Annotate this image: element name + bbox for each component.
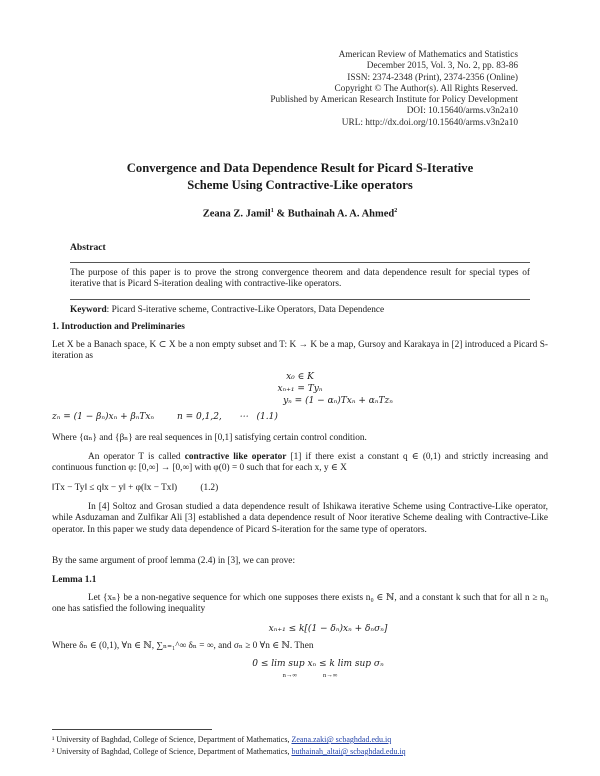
p3-bold-term: contractive like operator: [184, 452, 287, 462]
equation-yn: yₙ = (1 − αₙ)Txₙ + αₙTzₙ: [283, 396, 393, 406]
author-2: Buthainah A. A. Ahmed: [287, 208, 395, 220]
journal-issn: ISSN: 2374-2348 (Print), 2374-2356 (Online): [347, 72, 518, 83]
footnote-1-text: ¹ University of Baghdad, College of Science, Department of Mathematics,: [52, 735, 292, 744]
lemma-equation-1: xₙ₊₁ ≤ k[(1 − δₙ)xₙ + δₙσₙ]: [268, 624, 388, 634]
author-1: Zeana Z. Jamil: [202, 208, 271, 220]
journal-publisher: Published by American Research Institute for Policy Development: [270, 95, 518, 106]
abstract-rule-top: [70, 262, 530, 263]
equation-x0: x₀ ∈ K: [286, 372, 314, 382]
equation-zn: zₙ = (1 − βₙ)xₙ + βₙTxₙ n = 0,1,2, ⋯ (1.1): [52, 412, 278, 422]
keywords-list: : Picard S-iterative scheme, Contractive-Like Operators, Data Dependence: [106, 305, 385, 315]
abstract-rule-bottom: [70, 299, 530, 300]
equation-contractive: ‖Tx − Ty‖ ≤ q‖x − y‖ + φ(‖x − Tx‖) (1.2): [52, 483, 219, 493]
footnote-2-email-link[interactable]: buthainah_altai@ scbaghdad.edu.iq: [291, 747, 406, 756]
equation-xn1: xₙ₊₁ = Tyₙ: [277, 384, 323, 394]
paper-title: [60, 160, 540, 194]
author-1-mark: 1: [270, 208, 274, 214]
footnote-1: [52, 735, 391, 745]
footnote-2: [52, 747, 406, 757]
journal-doi: DOI: 10.15640/arms.v3n2a10: [406, 106, 518, 117]
abstract-heading: Abstract: [70, 242, 106, 253]
journal-header: [270, 50, 518, 129]
title-line-2: Scheme Using Contractive-Like operators: [187, 178, 413, 192]
abstract-text: The purpose of this paper is to prove the strong convergence theorem and data dependence result for special types of iterative that is Picard S-iteration dealing with contractive-like operators.: [70, 268, 530, 290]
lemma-equation-2-limits: n→∞ n→∞: [282, 672, 338, 679]
section-paragraph-4: In [4] Soltoz and Grosan studied a data dependence result of Ishikawa iterative Scheme using Contractive-Like operator, while Asduzaman and Zulfikar Ali [3] established a data dependence result of Noor iterative Scheme dealing with Contractive-Like operator. In this paper we study data dependence of Picard S-iteration for the same type of operators.: [52, 502, 548, 535]
footnote-rule: [52, 729, 212, 730]
journal-issue: December 2015, Vol. 3, No. 2, pp. 83-86: [366, 61, 518, 72]
author-separator: &: [273, 208, 288, 220]
journal-url: URL: http://dx.doi.org/10.15640/arms.v3n2a10: [341, 117, 518, 128]
lemma-paragraph-1: Let {xₙ} be a non-negative sequence for which one supposes there exists n₀ ∈ ℕ, and a constant k such that for all n ≥ n₀ one has satisfied the following inequality: [52, 593, 548, 615]
lemma-equation-2: 0 ≤ lim sup xₙ ≤ k lim sup σₙ: [252, 659, 384, 669]
section-paragraph-3: [52, 452, 548, 475]
journal-copyright: Copyright © The Author(s). All Rights Reserved.: [334, 83, 518, 94]
journal-name: American Review of Mathematics and Statistics: [338, 50, 518, 60]
keywords-label: Keyword: [70, 305, 107, 315]
footnote-2-text: ² University of Baghdad, College of Science, Department of Mathematics,: [52, 747, 292, 756]
p3-post: [1] if there exist a constant q ∈ (0,1) and strictly increasing and continuous function φ: [0,∞] → [0,∞] with φ(0) = 0 such that for each x, y ∈ X: [52, 452, 548, 474]
author-2-mark: 2: [394, 208, 398, 214]
section-heading: 1. Introduction and Preliminaries: [52, 322, 185, 332]
keywords: [70, 305, 384, 315]
authors: [0, 208, 600, 220]
lemma-paragraph-2: Where δₙ ∈ (0,1), ∀n ∈ ℕ, ∑ₙ₌₁^∞ δₙ = ∞, and σₙ ≥ 0 ∀n ∈ ℕ. Then: [52, 641, 314, 651]
section-paragraph-2: Where {αₙ} and {βₙ} are real sequences in [0,1] satisfying certain control condition.: [52, 433, 367, 443]
p3-pre: An operator T is called: [88, 452, 185, 462]
lemma-heading: Lemma 1.1: [52, 575, 97, 585]
section-paragraph-1: Let X be a Banach space, K ⊂ X be a non empty subset and T: K → K be a map, Gursoy and Karakaya in [2] introduced a Picard S-iteration as: [52, 340, 548, 362]
footnote-1-email-link[interactable]: Zeana.zaki@ scbaghdad.edu.iq: [291, 735, 392, 744]
section-paragraph-5: By the same argument of proof lemma (2.4) in [3], we can prove:: [52, 556, 296, 566]
title-line-1: Convergence and Data Dependence Result for Picard S-Iterative: [126, 161, 474, 175]
